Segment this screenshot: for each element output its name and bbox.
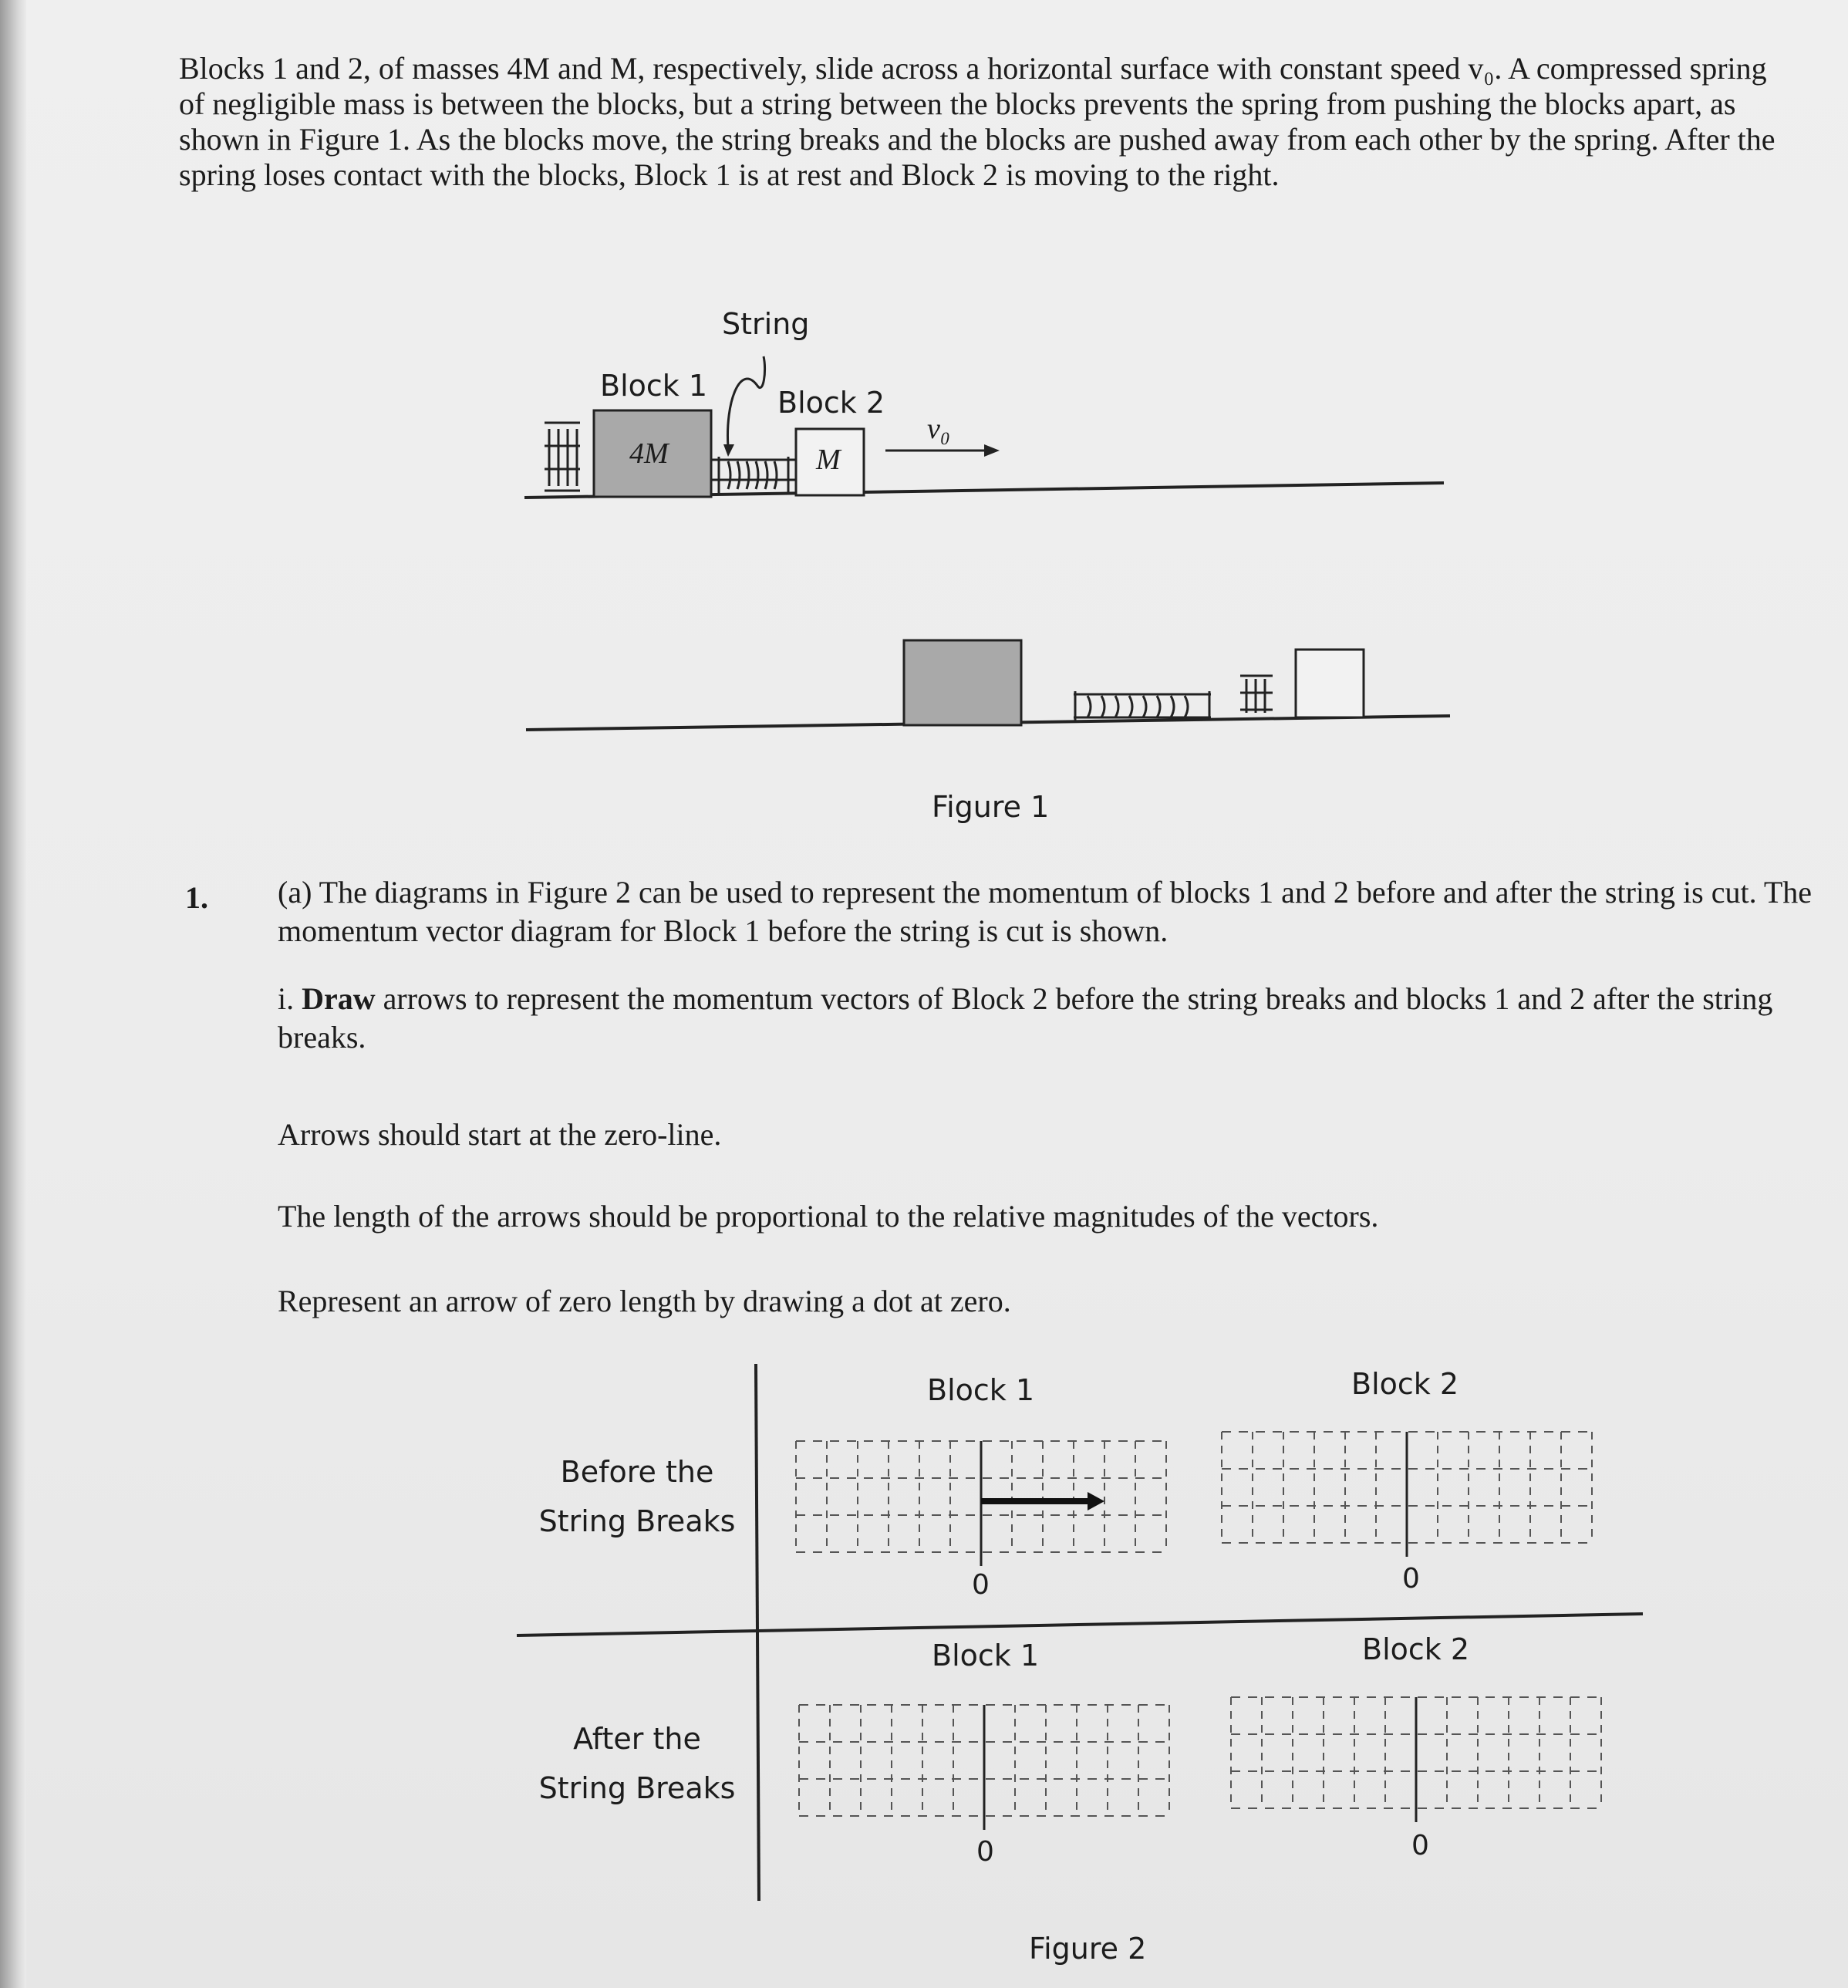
block-1-after-shape — [904, 640, 1021, 725]
released-spring-icon — [1074, 691, 1211, 721]
before-block-1-zero: 0 — [972, 1569, 990, 1601]
block-2-label: Block 2 — [777, 386, 885, 420]
instruction-rest: arrows to represent the momentum vectors of Block 2 before the string breaks and blocks 1 and 2 after the string breaks. — [278, 981, 1773, 1055]
after-block-2-zero: 0 — [1411, 1830, 1429, 1861]
block-2-after-shape — [1296, 650, 1364, 717]
question-part-a: (a) The diagrams in Figure 2 can be used to represent the momentum of blocks 1 and 2 before and after the string is cut. The momentum vector diagram for Block 1 before the string is cut is shown. — [278, 875, 1813, 948]
block-1-momentum-arrowhead — [1088, 1492, 1104, 1510]
instruction-zero-dot: Represent an arrow of zero length by drawing a dot at zero. — [278, 1284, 1011, 1318]
momentum-grid-after-block-1[interactable] — [794, 1697, 1175, 1841]
motion-lines-block2-icon — [1240, 676, 1273, 713]
after-block-2-label: Block 2 — [1362, 1632, 1470, 1666]
figure-2-caption: Figure 2 — [1029, 1932, 1147, 1966]
block-1-mass: 4M — [629, 437, 669, 470]
block-2-mass: M — [816, 444, 841, 476]
velocity-label: v₀ — [927, 413, 951, 445]
intro-paragraph: Blocks 1 and 2, of masses 4M and M, respectively, slide across a horizontal surface with constant speed v₀. A compressed spring of negligible mass is between the blocks, but a string between the blocks prevents the spring from pushing the blocks apart, as shown in Figure 1. As the blocks move, the string breaks and the blocks are pushed away from each other by the spring. After the spring loses contact with the blocks, Block 1 is at rest and Block 2 is moving to the right. — [179, 51, 1775, 192]
motion-lines-icon — [545, 423, 580, 491]
momentum-grid-before-block-1[interactable] — [791, 1433, 1172, 1577]
question-number: 1. — [185, 880, 208, 915]
figure-1-caption: Figure 1 — [932, 790, 1050, 824]
before-block-1-label: Block 1 — [927, 1373, 1035, 1407]
before-block-2-zero: 0 — [1402, 1563, 1420, 1595]
row-label-after-line2: String Breaks — [538, 1771, 736, 1805]
figure-2-horizontal-divider — [517, 1614, 1643, 1635]
row-label-before-line1: Before the — [560, 1455, 714, 1489]
row-label-before — [521, 1447, 753, 1546]
instruction-proportional: The length of the arrows should be proportional to the relative magnitudes of the vectors. — [278, 1199, 1379, 1234]
row-label-after — [521, 1714, 753, 1813]
row-label-after-line1: After the — [573, 1722, 701, 1756]
instruction-bold: Draw — [302, 981, 376, 1016]
row-label-before-line2: String Breaks — [538, 1504, 736, 1538]
before-block-2-label: Block 2 — [1351, 1367, 1459, 1401]
instruction-draw — [278, 980, 1820, 1057]
after-block-1-label: Block 1 — [932, 1639, 1040, 1672]
after-block-1-zero: 0 — [976, 1836, 994, 1868]
string-label: String — [722, 307, 810, 341]
momentum-grid-before-block-2[interactable] — [1217, 1424, 1598, 1568]
compressed-spring-icon — [711, 457, 796, 494]
instruction-zero-line: Arrows should start at the zero-line. — [278, 1117, 722, 1152]
momentum-grid-after-block-2[interactable] — [1226, 1689, 1607, 1833]
instruction-prefix: i. — [278, 981, 302, 1016]
string-icon — [727, 356, 764, 447]
block-1-label: Block 1 — [600, 369, 708, 403]
